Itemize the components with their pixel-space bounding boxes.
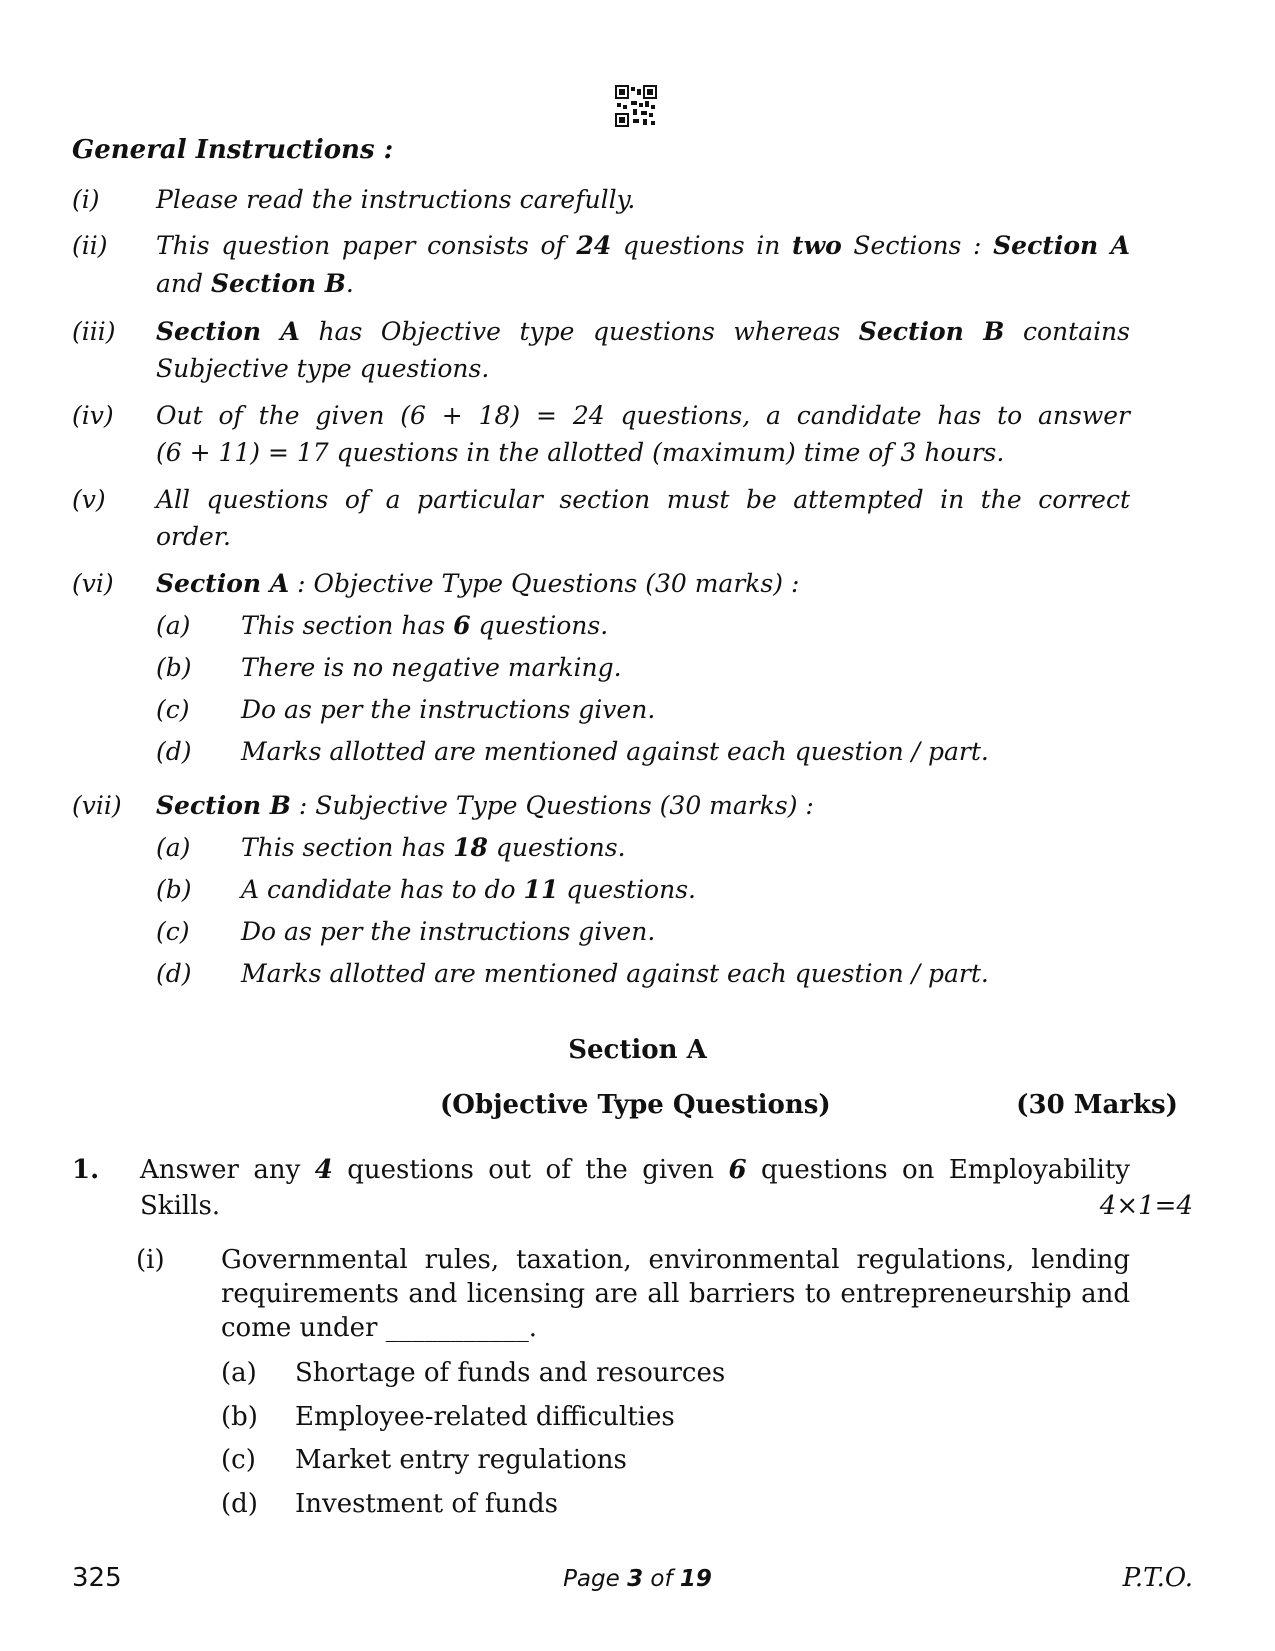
option-label: (d)	[221, 1489, 258, 1519]
instruction-number: (iv)	[72, 401, 114, 430]
instruction-text-cont: order.	[156, 522, 231, 551]
sub-text: Marks allotted are mentioned against each question / part.	[241, 737, 989, 766]
instruction-text: Section A has Objective type questions whereas Section B contains	[156, 317, 1130, 346]
subquestion-text: come under ___________.	[221, 1313, 537, 1343]
instruction-text: All questions of a particular section must be attempted in the correct	[156, 485, 1130, 514]
option-label: (a)	[221, 1358, 257, 1388]
subquestion-text: requirements and licensing are all barriers to entrepreneurship and	[221, 1279, 1130, 1309]
footer-pto: P.T.O.	[1122, 1563, 1193, 1593]
instruction-text-cont: and Section B.	[156, 269, 354, 298]
subquestion-number: (i)	[136, 1245, 165, 1275]
instruction-number: (vi)	[72, 569, 114, 598]
option-text: Investment of funds	[295, 1489, 559, 1519]
section-subtitle: (Objective Type Questions)	[440, 1090, 831, 1120]
sub-text: This section has 18 questions.	[241, 833, 626, 862]
section-title: Section A	[568, 1035, 707, 1065]
sub-number: (d)	[156, 737, 192, 766]
sub-number: (b)	[156, 875, 192, 904]
sub-text: Marks allotted are mentioned against each question / part.	[241, 959, 989, 988]
instruction-number: (v)	[72, 485, 106, 514]
subquestion-text: Governmental rules, taxation, environmental regulations, lending	[221, 1245, 1130, 1275]
sub-text: This section has 6 questions.	[241, 611, 609, 640]
general-instructions-heading: General Instructions :	[72, 135, 394, 165]
instruction-text: This question paper consists of 24 questions in two Sections : Section A	[156, 231, 1130, 260]
option-text: Employee-related difficulties	[295, 1402, 675, 1432]
option-label: (c)	[221, 1445, 256, 1475]
sub-number: (d)	[156, 959, 192, 988]
section-marks: (30 Marks)	[1016, 1090, 1178, 1120]
instruction-text-cont: Subjective type questions.	[156, 354, 490, 383]
instruction-text: Section B : Subjective Type Questions (30 marks) :	[156, 791, 814, 820]
sub-number: (a)	[156, 611, 191, 640]
footer-page-number: Page 3 of 19	[563, 1566, 712, 1592]
question-text: Answer any 4 questions out of the given 6 questions on Employability	[140, 1155, 1130, 1185]
sub-number: (b)	[156, 653, 192, 682]
sub-text: A candidate has to do 11 questions.	[241, 875, 696, 904]
option-text: Market entry regulations	[295, 1445, 627, 1475]
sub-text: Do as per the instructions given.	[241, 695, 656, 724]
question-text-cont: Skills.	[140, 1191, 221, 1221]
instruction-text: Section A : Objective Type Questions (30 marks) :	[156, 569, 800, 598]
instruction-text-cont: (6 + 11) = 17 questions in the allotted (maximum) time of 3 hours.	[156, 438, 1005, 467]
instruction-text: Please read the instructions carefully.	[156, 185, 636, 214]
instruction-number: (vii)	[72, 791, 122, 820]
instruction-number: (ii)	[72, 231, 108, 260]
sub-number: (c)	[156, 917, 190, 946]
sub-number: (a)	[156, 833, 191, 862]
sub-number: (c)	[156, 695, 190, 724]
option-text: Shortage of funds and resources	[295, 1358, 726, 1388]
sub-text: Do as per the instructions given.	[241, 917, 656, 946]
footer-code: 325	[72, 1563, 122, 1593]
instruction-text: Out of the given (6 + 18) = 24 questions, a candidate has to answer	[156, 401, 1130, 430]
qr-code-icon	[615, 85, 657, 127]
sub-text: There is no negative marking.	[241, 653, 622, 682]
option-label: (b)	[221, 1402, 258, 1432]
question-marks: 4×1=4	[1099, 1191, 1193, 1221]
instruction-number: (i)	[72, 185, 100, 214]
instruction-number: (iii)	[72, 317, 116, 346]
question-number: 1.	[72, 1155, 100, 1185]
